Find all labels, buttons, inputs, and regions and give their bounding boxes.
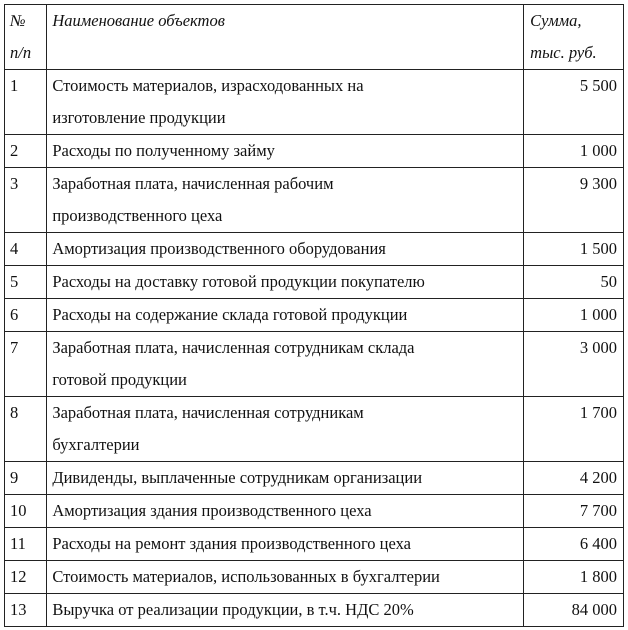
row-name-line: Расходы на доставку готовой продукции покупателю: [52, 272, 425, 291]
row-number-cell: 2: [5, 135, 47, 168]
row-sum-cell: 5 500: [524, 70, 624, 135]
row-name-cell: [47, 168, 524, 233]
row-sum-cell: 84 000: [524, 594, 624, 627]
row-name-cell: [47, 561, 524, 594]
row-number-cell: 9: [5, 462, 47, 495]
header-name-cell: Наименование объектов: [47, 5, 524, 70]
row-number-cell: 11: [5, 528, 47, 561]
row-sum-cell: 9 300: [524, 168, 624, 233]
row-number-cell: 3: [5, 168, 47, 233]
row-sum-cell: 3 000: [524, 332, 624, 397]
row-name-line: изготовление продукции: [52, 108, 226, 127]
table-row: [5, 561, 624, 594]
row-name-line: Расходы на содержание склада готовой продукции: [52, 305, 408, 324]
row-name-cell: [47, 299, 524, 332]
table-row: [5, 299, 624, 332]
row-name-cell: [47, 462, 524, 495]
row-name-line: Стоимость материалов, израсходованных на: [52, 76, 364, 95]
row-number-cell: 7: [5, 332, 47, 397]
table-row: [5, 332, 624, 397]
table-row: [5, 233, 624, 266]
row-name-line: Расходы на ремонт здания производственного цеха: [52, 534, 411, 553]
row-number-cell: 8: [5, 397, 47, 462]
row-sum-cell: 7 700: [524, 495, 624, 528]
table-row: [5, 397, 624, 462]
row-name-line: Амортизация здания производственного цеха: [52, 501, 372, 520]
row-number-cell: 5: [5, 266, 47, 299]
row-number-cell: 1: [5, 70, 47, 135]
row-sum-cell: 1 000: [524, 299, 624, 332]
row-name-line: Выручка от реализации продукции, в т.ч. НДС 20%: [52, 600, 414, 619]
header-sum-line-2: тыс. руб.: [530, 43, 597, 62]
header-number-line-1: №: [10, 11, 26, 30]
header-sum-cell: [524, 5, 624, 70]
row-number-cell: 6: [5, 299, 47, 332]
row-name-cell: [47, 528, 524, 561]
table-header: [5, 5, 624, 70]
objects-table: [4, 4, 624, 627]
row-name-cell: [47, 495, 524, 528]
row-name-line: Заработная плата, начисленная сотрудникам: [52, 403, 364, 422]
row-name-cell: [47, 70, 524, 135]
header-sum-line-1: Сумма,: [530, 11, 582, 30]
row-name-line: Амортизация производственного оборудования: [52, 239, 386, 258]
row-name-cell: [47, 135, 524, 168]
header-row: [5, 5, 624, 70]
table-row: [5, 70, 624, 135]
row-name-line: бухгалтерии: [52, 435, 140, 454]
row-number-cell: 10: [5, 495, 47, 528]
row-number-cell: 12: [5, 561, 47, 594]
table-row: [5, 495, 624, 528]
header-number-line-2: п/п: [10, 43, 32, 62]
row-name-cell: [47, 397, 524, 462]
row-name-line: Расходы по полученному займу: [52, 141, 275, 160]
header-number-cell: [5, 5, 47, 70]
row-name-cell: [47, 266, 524, 299]
table-row: [5, 168, 624, 233]
row-name-line: Дивиденды, выплаченные сотрудникам организации: [52, 468, 423, 487]
table-row: [5, 594, 624, 627]
row-name-line: Заработная плата, начисленная рабочим: [52, 174, 334, 193]
row-sum-cell: 6 400: [524, 528, 624, 561]
row-name-line: производственного цеха: [52, 206, 223, 225]
table-row: [5, 462, 624, 495]
table-row: [5, 266, 624, 299]
table-row: [5, 135, 624, 168]
row-sum-cell: 1 700: [524, 397, 624, 462]
row-name-line: готовой продукции: [52, 370, 187, 389]
row-name-cell: [47, 594, 524, 627]
row-name-cell: [47, 332, 524, 397]
table-row: [5, 528, 624, 561]
row-name-line: Заработная плата, начисленная сотрудникам склада: [52, 338, 415, 357]
row-name-line: Стоимость материалов, использованных в бухгалтерии: [52, 567, 440, 586]
row-sum-cell: 4 200: [524, 462, 624, 495]
row-name-cell: [47, 233, 524, 266]
table-body: [5, 70, 624, 627]
row-sum-cell: 50: [524, 266, 624, 299]
row-sum-cell: 1 000: [524, 135, 624, 168]
row-sum-cell: 1 800: [524, 561, 624, 594]
row-number-cell: 13: [5, 594, 47, 627]
row-number-cell: 4: [5, 233, 47, 266]
document-page: [4, 4, 624, 627]
row-sum-cell: 1 500: [524, 233, 624, 266]
